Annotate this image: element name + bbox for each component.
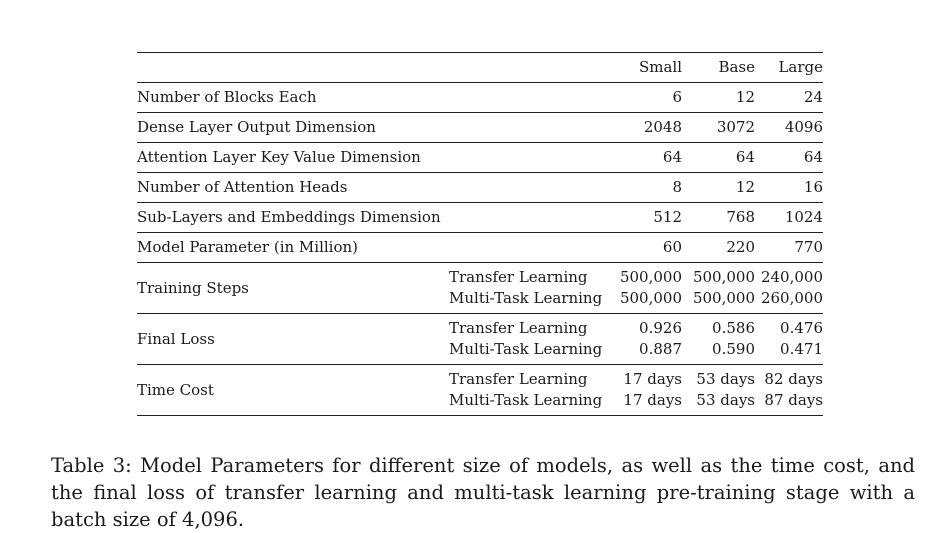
cell-large: 240,000 bbox=[760, 268, 823, 286]
cell-small: 512 bbox=[607, 203, 682, 233]
row-label: Number of Attention Heads bbox=[137, 173, 449, 203]
row-label: Training Steps bbox=[137, 263, 449, 314]
cell-base: 53 days bbox=[696, 370, 755, 388]
sub-label: Multi-Task Learning bbox=[449, 340, 603, 358]
table-row bbox=[137, 143, 823, 173]
table-caption: Table 3: Model Parameters for different size of models, as well as the time cost, and the final loss of transfer learning and multi-task learning pre-training stage with a batch size of 4,096. bbox=[51, 453, 915, 531]
cell-base: 53 days bbox=[696, 391, 755, 409]
cell-base: 768 bbox=[682, 203, 755, 233]
table-row bbox=[137, 233, 823, 263]
cell-large: 4096 bbox=[755, 113, 823, 143]
cell-small: 60 bbox=[607, 233, 682, 263]
cell-small: 500,000 bbox=[619, 289, 682, 307]
table-row bbox=[137, 83, 823, 113]
table-row bbox=[137, 173, 823, 203]
sub-label: Multi-Task Learning bbox=[449, 289, 603, 307]
row-label: Time Cost bbox=[137, 365, 449, 416]
row-label: Final Loss bbox=[137, 314, 449, 365]
sub-label: Transfer Learning bbox=[449, 370, 588, 388]
row-label: Model Parameter (in Million) bbox=[137, 233, 449, 263]
table-row bbox=[137, 113, 823, 143]
cell-base: 500,000 bbox=[692, 268, 755, 286]
header-large: Large bbox=[755, 53, 823, 83]
cell-small: 17 days bbox=[623, 370, 682, 388]
cell-base: 3072 bbox=[682, 113, 755, 143]
cell-small: 500,000 bbox=[619, 268, 682, 286]
cell-base: 500,000 bbox=[692, 289, 755, 307]
cell-small: 17 days bbox=[623, 391, 682, 409]
row-label: Number of Blocks Each bbox=[137, 83, 449, 113]
cell-large: 87 days bbox=[764, 391, 823, 409]
sub-label: Transfer Learning bbox=[449, 268, 588, 286]
cell-base: 220 bbox=[682, 233, 755, 263]
cell-large: 0.471 bbox=[780, 340, 823, 358]
cell-large: 770 bbox=[755, 233, 823, 263]
cell-large: 260,000 bbox=[760, 289, 823, 307]
cell-base: 0.586 bbox=[712, 319, 755, 337]
cell-large: 24 bbox=[755, 83, 823, 113]
cell-large: 0.476 bbox=[780, 319, 823, 337]
table-row bbox=[137, 203, 823, 233]
row-label: Attention Layer Key Value Dimension bbox=[137, 143, 449, 173]
cell-small: 64 bbox=[607, 143, 682, 173]
row-label: Sub-Layers and Embeddings Dimension bbox=[137, 203, 449, 233]
header-row bbox=[137, 53, 823, 83]
cell-large: 64 bbox=[755, 143, 823, 173]
header-base: Base bbox=[682, 53, 755, 83]
cell-small: 8 bbox=[607, 173, 682, 203]
cell-small: 0.887 bbox=[639, 340, 682, 358]
cell-base: 12 bbox=[682, 83, 755, 113]
cell-base: 64 bbox=[682, 143, 755, 173]
header-small: Small bbox=[607, 53, 682, 83]
cell-large: 1024 bbox=[755, 203, 823, 233]
header-empty-label bbox=[137, 53, 449, 83]
table-row-group bbox=[137, 263, 823, 314]
row-label: Dense Layer Output Dimension bbox=[137, 113, 449, 143]
table-row-group bbox=[137, 314, 823, 365]
sub-label: Multi-Task Learning bbox=[449, 391, 603, 409]
cell-base: 0.590 bbox=[712, 340, 755, 358]
cell-small: 6 bbox=[607, 83, 682, 113]
model-parameters-table bbox=[137, 52, 823, 416]
cell-small: 0.926 bbox=[639, 319, 682, 337]
cell-small: 2048 bbox=[607, 113, 682, 143]
cell-base: 12 bbox=[682, 173, 755, 203]
cell-large: 82 days bbox=[764, 370, 823, 388]
sub-label: Transfer Learning bbox=[449, 319, 588, 337]
model-parameters-table-container bbox=[137, 52, 823, 416]
cell-large: 16 bbox=[755, 173, 823, 203]
table-row-group bbox=[137, 365, 823, 416]
header-empty-sub bbox=[449, 53, 607, 83]
